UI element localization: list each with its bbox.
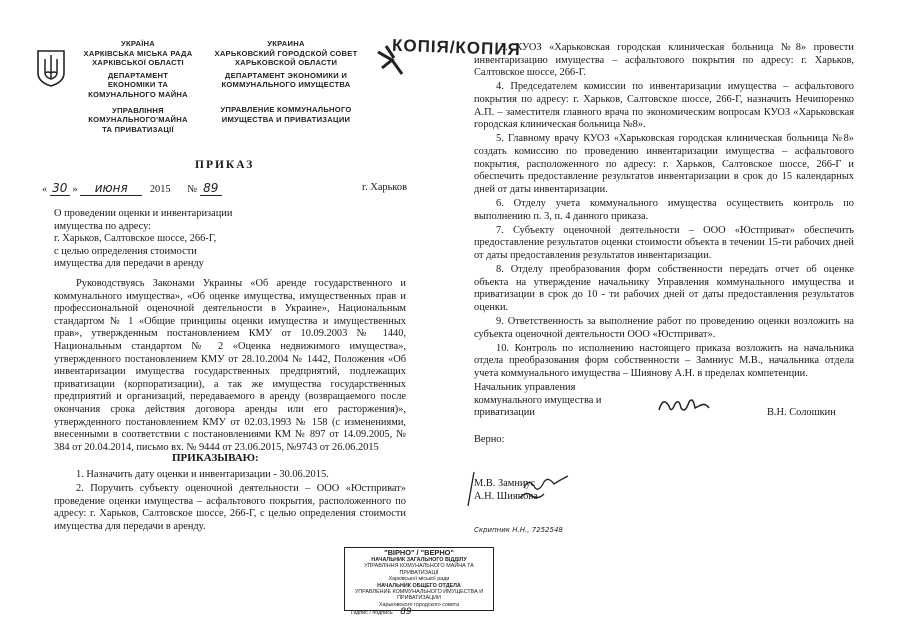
signatory-position <box>474 382 602 420</box>
signatory-name: В.Н. Солошкин <box>767 407 836 418</box>
order-number: 89 <box>200 182 222 196</box>
header-left-line: УКРАЇНА <box>120 39 156 48</box>
header-right-line: УПРАВЛЕНИЕ КОММУНАЛЬНОГО <box>220 104 352 114</box>
order-item: 8. Отделу преобразования форм собственности передать отчет об оценке объекта на утверждение начальнику Управления коммунального имущества и приватизации в срок до 10 - ти рабочих дней от даты предоставления результатов оценки. <box>474 264 854 313</box>
coat-of-arms-icon <box>36 49 66 87</box>
order-item: 7. Субъекту оценочной деятельности – ООО «Юстприват» обеспечить предоставление результатов оценки стоимости объекта в течении 15-ти рабочих дней от даты предоставления результатов инвентаризации. <box>474 224 854 261</box>
subject-line: имущества для передачи в аренду <box>54 258 204 270</box>
header-right-line: ХАРЬКОВСКОЙ ОБЛАСТИ <box>234 58 338 68</box>
stamp-line: Харьковского городского совета <box>378 601 460 608</box>
copy-stamp <box>372 35 522 76</box>
date-number-label: № <box>187 184 198 195</box>
city: г. Харьков <box>362 182 407 193</box>
date-quote-open: « <box>42 184 48 195</box>
stamp-sign-value: 89 <box>400 607 412 618</box>
header-left-line: КОМУНАЛЬНОГО МАЙНА <box>88 89 188 99</box>
header-right-line: КОММУНАЛЬНОГО ИМУЩЕСТВА <box>221 80 351 90</box>
stamp-line: УПРАВЛЕНИЕ КОММУНАЛЬНОГО ИМУЩЕСТВА И ПРИВАТИЗАЦИИ <box>354 589 484 602</box>
header-left-line: ХАРКІВСЬКОЇ ОБЛАСТІ <box>92 58 184 68</box>
stamp-line: УПРАВЛІННЯ КОМУНАЛЬНОГО МАЙНА ТА ПРИВАТИЗАЦІЇ <box>364 563 474 576</box>
order-item: 2. Поручить субъекту оценочной деятельности – ООО «Юстприват» проведение оценки имущества – асфальтового покрытия, расположенного по адресу: г. Харьков, Салтовское шоссе, 266-Г, с целью определения стоимости имущества для передачи в аренду. <box>54 483 406 532</box>
verno-label: Верно: <box>474 434 505 445</box>
order-item: 5. Главному врачу КУОЗ «Харьковская городская клиническая больница №8» создать комиссию по проведению инвентаризации имущества – асфальтового покрытия, расположенного по адресу: г. Харьков, Салтовское шоссе, 266-Г и обеспечить предоставление результатов инвентаризации в срок до 15 календарных дней от даты инвентаризации. <box>474 133 854 195</box>
stamp-sign-label: Підпис / подпись <box>351 610 393 617</box>
subject-line: О проведении оценки и инвентаризации <box>54 208 233 219</box>
header-left-line: ТА ПРИВАТИЗАЦІЇ <box>102 124 174 134</box>
date-line <box>42 182 407 198</box>
prikazyvayu-heading: ПРИКАЗЫВАЮ: <box>172 452 259 464</box>
stamp-line: НАЧАЛЬНИК ЗАГАЛЬНОГО ВІДДІЛУ <box>371 557 467 563</box>
items-left <box>54 469 406 535</box>
date-month: июня <box>80 182 142 196</box>
stamp-line: НАЧАЛЬНИК ОБЩЕГО ОТДЕЛА <box>377 582 461 589</box>
position-line: коммунального имущества и <box>474 394 602 406</box>
handwritten-signature <box>655 392 713 422</box>
order-item: 10. Контроль по исполнению настоящего приказа возложить на начальника отдела преобразования форм собственности – Замниус М.В., начальника отдела учета коммунального имущества – Шиянову А.Н. в пределах компетенции. <box>474 342 854 379</box>
date-day: 30 <box>50 182 70 196</box>
header-right-line: ХАРЬКОВСКИЙ ГОРОДСКОЙ СОВЕТ <box>214 48 358 58</box>
date-quote-close: » <box>72 184 78 195</box>
header-left-line: ЕКОНОМІКИ ТА <box>107 80 169 90</box>
subject-line: с целью определения стоимости <box>54 245 197 257</box>
order-subject <box>54 208 232 271</box>
header-right-line: УКРАИНА <box>267 39 305 48</box>
position-line: приватизации <box>474 407 535 419</box>
items-right <box>474 42 854 382</box>
header-left-line: ХАРКІВСЬКА МІСЬКА РАДА <box>83 48 193 58</box>
preamble: Руководствуясь Законами Украины «Об аренде государственного и коммунального имущества», «Об оценке имущества, имущественных прав и профессиональной оценочной деятельности в Украине», Национальным стандартом № 1 «Общие принципы оценки имущества и имущественных прав», утвержденным постановлением КМУ от 10.09.2003 № 1440, Национальным стандартом № 2 «Оценка недвижимого имущества», утвержденного постановлением КМУ от 28.10.2004 № 1442, Положения «Об инвентаризации имущества государственных предприятий, подлежащих приватизации (корпоратизации), а так же имущества государственных предприятий и организаций, передаваемого в аренду (возвращаемого после окончания срока действия договора аренды или его расторжения)», утвержденного постановлением КМУ от 02.03.1993 № 158 (с изменениями, внесенными в соответствии с постановлениями КМ № 897 от 14.09.2005, № 384 от 20.04.2014, письмо вх. № 9444 от 23.06.2015, №9743 от 26.06.2015 <box>54 278 406 453</box>
header-left <box>72 39 204 134</box>
approver-name: А.Н. Шиянова <box>474 490 538 502</box>
date-year: 2015 <box>149 184 171 195</box>
order-item: 3. КУОЗ «Харьковская городская клиническая больница №8» провести инвентаризацию имущества – асфальтового покрытия по адресу: г. Харьков, Салтовское шоссе, 266-Г. <box>474 42 854 79</box>
stamp-line: Харківської міської ради <box>388 576 450 583</box>
page-title: ПРИКАЗ <box>195 159 255 171</box>
verno-stamp <box>344 547 494 618</box>
header-right <box>206 39 366 124</box>
position-line: Начальник управления <box>474 382 576 393</box>
approver-signatures <box>458 466 578 512</box>
executor-note: Скрипник Н.Н., 7252548 <box>474 526 563 534</box>
stamp-title: "ВІРНО" / "ВЕРНО" <box>384 548 454 557</box>
approver-name: М.В. Замниус <box>474 478 536 489</box>
header-right-line: ДЕПАРТАМЕНТ ЭКОНОМИКИ И <box>224 70 348 80</box>
header-left-line: ДЕПАРТАМЕНТ <box>107 70 169 80</box>
subject-line: г. Харьков, Салтовское шоссе, 266-Г, <box>54 233 217 245</box>
header-left-line: УПРАВЛІННЯ <box>112 105 164 115</box>
copy-stamp-text: КОПІЯ/КОПИЯ <box>391 35 522 60</box>
order-item: 6. Отделу учета коммунального имущества осуществить контроль по выполнению п. 3, п. 4 данного приказа. <box>474 197 854 222</box>
order-item: 1. Назначить дату оценки и инвентаризации - 30.06.2015. <box>76 469 329 480</box>
order-item: 4. Председателем комиссии по инвентаризации имущества – асфальтового покрытия по адресу: г. Харьков, Салтовское шоссе, 266-Г, назначить Нечипоренко А.П. – заместителя главного врача по экономическим вопросам КУОЗ «Харьковская городская клиническая больница №8». <box>474 81 854 131</box>
order-item: 9. Ответственность за выполнение работ по проведению оценки возложить на субъекта оценочной деятельности ООО «Юстприват». <box>474 316 854 340</box>
header-left-line: КОМУНАЛЬНОГО'МАЙНА <box>88 115 188 125</box>
header-right-line: ИМУЩЕСТВА И ПРИВАТИЗАЦИИ <box>221 114 351 124</box>
subject-line: имущества по адресу: <box>54 220 152 232</box>
